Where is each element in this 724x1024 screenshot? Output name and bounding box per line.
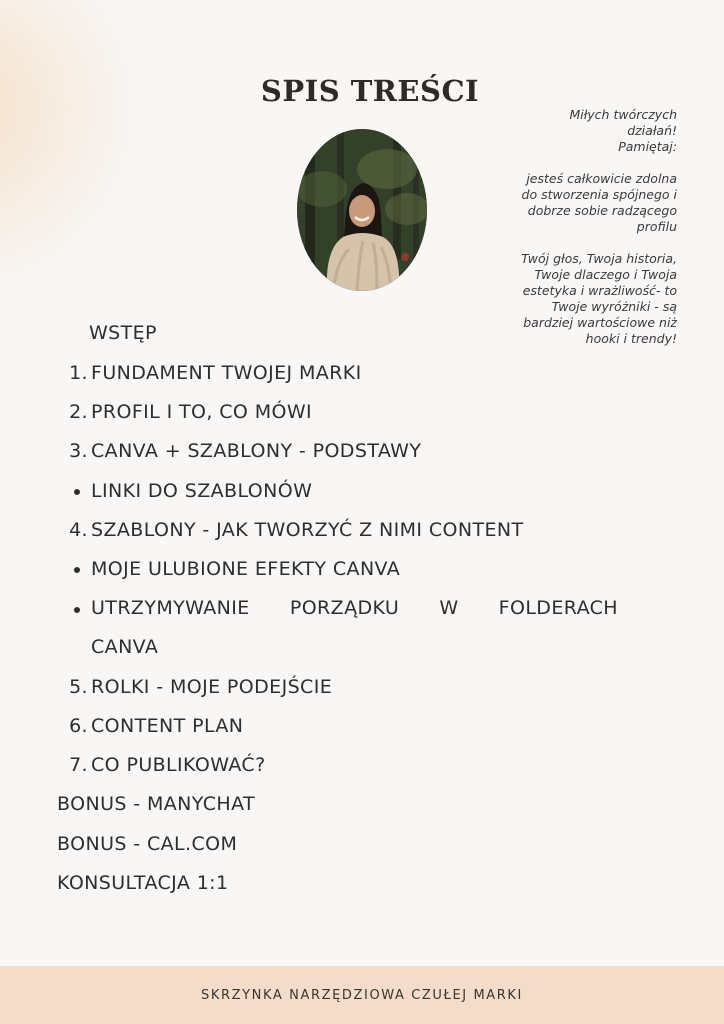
toc-item-rolki: ROLKI - MOJE PODEJŚCIE [91, 676, 333, 698]
toc-item-szablony-content: SZABLONY - JAK TWORZYĆ Z NIMI CONTENT [91, 519, 524, 541]
toc-number: 1. [69, 362, 88, 384]
toc-item-porzadek-continued: CANVA [91, 636, 159, 658]
toc-number: 6. [69, 715, 88, 737]
toc-word: W [439, 597, 459, 619]
toc-item-fundament: FUNDAMENT TWOJEJ MARKI [91, 362, 362, 384]
bullet-icon [74, 607, 80, 613]
toc-extra-konsultacja: KONSULTACJA 1:1 [57, 872, 229, 894]
toc-item-profil: PROFIL I TO, CO MÓWI [91, 401, 313, 423]
toc-word: FOLDERACH [498, 597, 618, 619]
toc-number: 5. [69, 676, 88, 698]
toc-word: PORZĄDKU [289, 597, 400, 619]
encouragement-note [480, 107, 677, 347]
toc-item-linki: LINKI DO SZABLONÓW [91, 480, 313, 502]
footer-banner [0, 966, 724, 1024]
footer-title: SKRZYNKA NARZĘDZIOWA CZUŁEJ MARKI [201, 987, 523, 1003]
bullet-icon [74, 567, 80, 573]
toc-item-canva-szablony: CANVA + SZABLONY - PODSTAWY [91, 440, 422, 462]
toc-item-publikowac: CO PUBLIKOWAĆ? [91, 754, 266, 776]
toc-number: 2. [69, 401, 88, 423]
bullet-icon [74, 489, 80, 495]
toc-intro: WSTĘP [89, 322, 157, 344]
toc-item-porzadek [91, 597, 618, 619]
toc-word: UTRZYMYWANIE [91, 597, 250, 619]
toc-number: 7. [69, 754, 88, 776]
toc-number: 4. [69, 519, 88, 541]
toc-item-content-plan: CONTENT PLAN [91, 715, 244, 737]
note-greeting: Miłych twórczych działań! Pamiętaj: [569, 107, 677, 154]
toc-item-efekty: MOJE ULUBIONE EFEKTY CANVA [91, 558, 401, 580]
page-title: SPIS TREŚCI [260, 74, 480, 108]
note-capability: jesteś całkowicie zdolna do stworzenia spójnego i dobrze sobie radzącego profilu [521, 171, 677, 234]
toc-number: 3. [69, 440, 88, 462]
note-uniqueness: Twój głos, Twoja historia, Twoje dlaczego i Twoja estetyka i wrażliwość- to Twoje wyróżniki - są bardziej wartościowe niż hooki i trendy! [521, 251, 677, 346]
toc-extra-manychat: BONUS - MANYCHAT [57, 793, 256, 815]
background-glow [0, 0, 170, 290]
author-photo [297, 129, 427, 291]
toc-extra-calcom: BONUS - CAL.COM [57, 833, 238, 855]
